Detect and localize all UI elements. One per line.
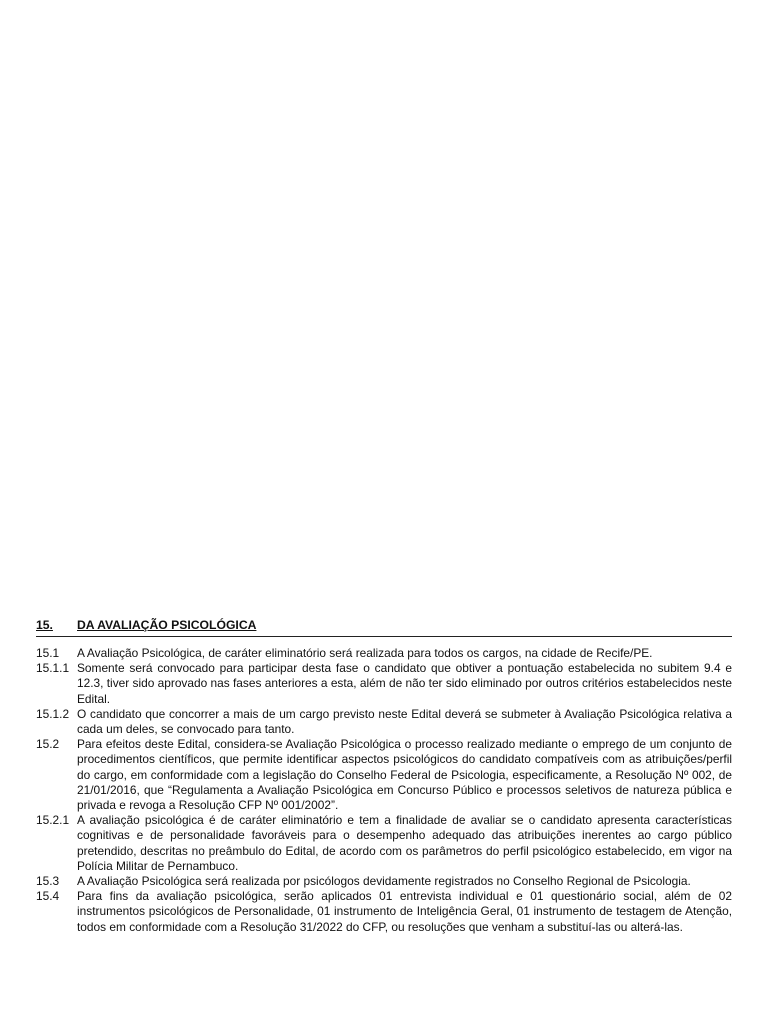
clause-text: Para fins da avaliação psicológica, serão aplicados 01 entrevista individual e 01 questionário social, além de 02 instrumentos psicológicos de Personalidade, 01 instrumento de Inteligência Geral, 01 instrumento de testagem de Atenção, todos em conformidade com a Resolução 31/2022 do CFP, ou resoluções que venham a substituí-las ou alterá-las. [77,889,732,934]
clause-number: 15.4 [36,889,60,904]
clause-text: Somente será convocado para participar desta fase o candidato que obtiver a pontuação estabelecida no subitem 9.4 e 12.3, tiver sido aprovado nas fases anteriores a esta, além de não ter sido eliminado por outros critérios estabelecidos neste Edital. [77,661,733,706]
clause-text: A avaliação psicológica é de caráter eliminatório e tem a finalidade de avaliar se o candidato apresenta características cognitivas e de personalidade favoráveis para o desempenho adequado das atribuições inerentes ao cargo público pretendido, descritas no preâmbulo do Edital, de acordo com os parâmetros do perfil psicológico estabelecido, em vigor na Polícia Militar de Pernambuco. [77,813,732,873]
clause-number: 15.1.2 [36,706,70,721]
clause-15-1-2 [36,707,732,737]
clause-15-1-1 [36,661,732,707]
clause-15-4 [36,889,732,935]
clause-text: A Avaliação Psicológica será realizada por psicólogos devidamente registrados no Conselho Regional de Psicologia. [77,874,691,889]
clause-15-2 [36,737,732,813]
clause-number: 15.1 [36,646,60,660]
clause-number: 15.2 [36,737,60,752]
document-section [36,617,732,935]
clause-text: A Avaliação Psicológica, de caráter eliminatório será realizada para todos os cargos, na cidade de Recife/PE. [77,646,653,660]
clause-15-2-1 [36,813,732,874]
clause-15-1 [36,646,732,661]
clause-text: O candidato que concorrer a mais de um cargo previsto neste Edital deverá se submeter à Avaliação Psicológica relativa a cada um deles, se convocado para tanto. [77,706,732,737]
clause-number: 15.1.1 [36,661,70,676]
clause-number: 15.3 [36,874,60,889]
clause-number: 15.2.1 [36,813,70,828]
section-title: DA AVALIAÇÃO PSICOLÓGICA [77,618,257,632]
section-heading [36,617,732,637]
clause-15-3 [36,874,732,889]
section-number: 15. [36,618,53,632]
clause-text: Para efeitos deste Edital, considera-se Avaliação Psicológica o processo realizado mediante o emprego de um conjunto de procedimentos científicos, que permite identificar aspectos psicológicos do candidato compatíveis com as atribuições/perfil do cargo, em conformidade com a legislação do Conselho Federal de Psicologia, especificamente, a Resolução Nº 002, de 21/01/2016, que “Regulamenta a Avaliação Psicológica em Concurso Público e processos seletivos de natureza pública e privada e revoga a Resolução CFP Nº 001/2002”. [77,737,732,813]
